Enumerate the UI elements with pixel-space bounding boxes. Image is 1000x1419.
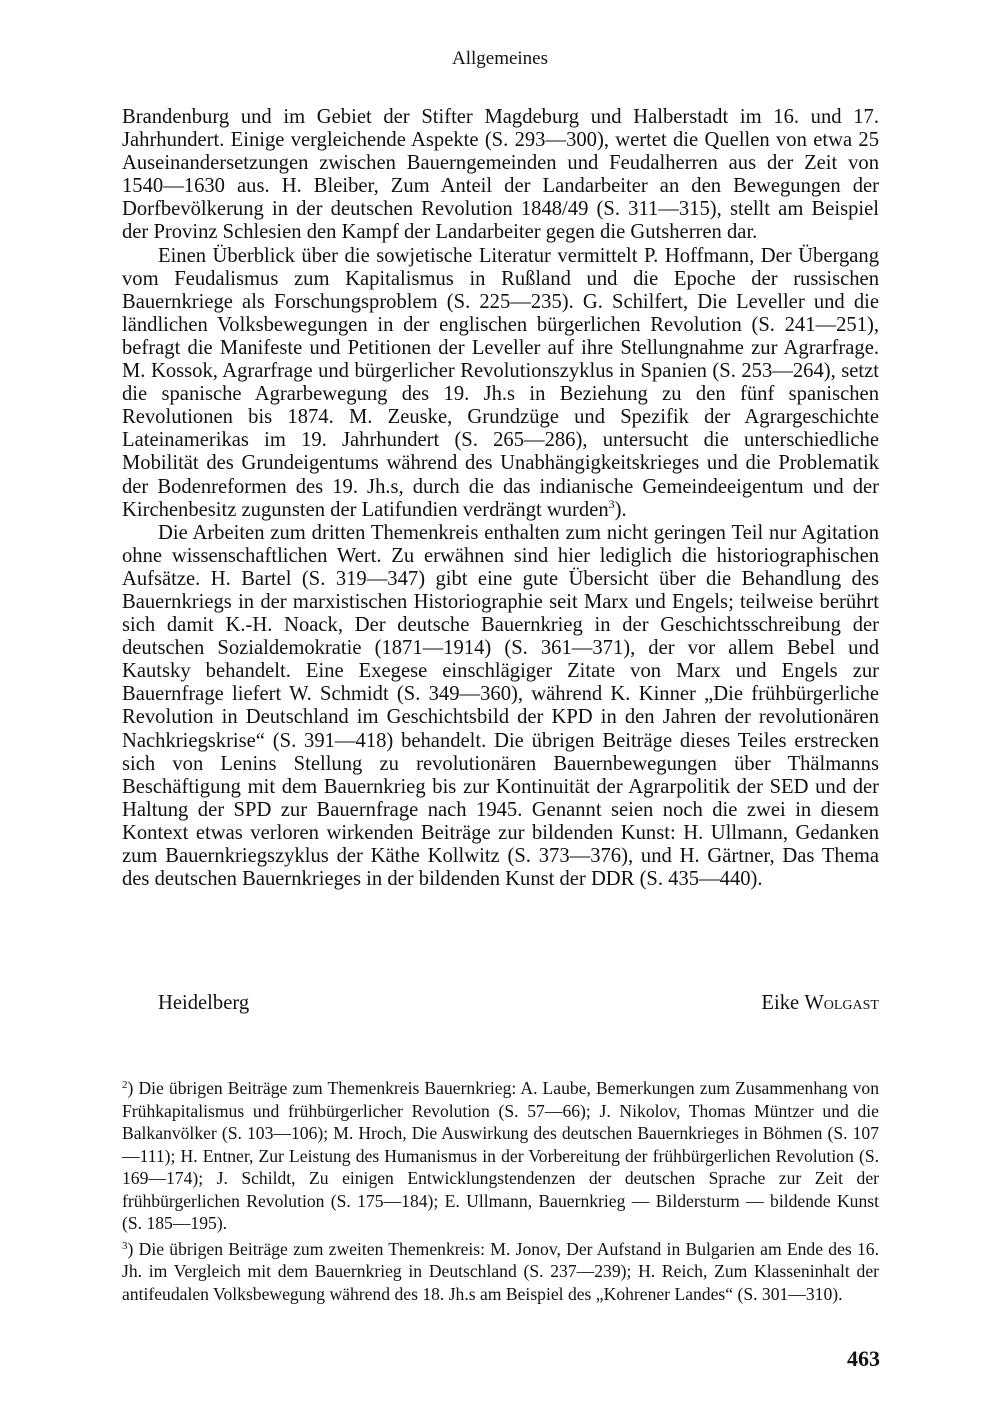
- footnote-reference-3: 3: [608, 496, 615, 511]
- paragraph-3: Die Arbeiten zum dritten Themenkreis enthalten zum nicht geringen Teil nur Agitation ohne wissenschaftlichen Wert. Zu erwähnen sind hier lediglich die historiographischen Aufsätze. H. Bartel (S. 319—347) gibt eine gute Übersicht über die Behandlung des Bauernkriegs in der marxistischen Historiographie seit Marx und Engels; teilweise berührt sich damit K.-H. Noack, Der deutsche Bauernkrieg in der Geschichtsschreibung der deutschen Sozialdemokratie (1871—1914) (S. 361—371), der vor allem Bebel und Kautsky behandelt. Eine Exegese einschlägiger Zitate von Marx und Engels zur Bauernfrage liefert W. Schmidt (S. 349—360), während K. Kinner „Die frühbürgerliche Revolution in Deutschland im Geschichtsbild der KPD in den Jahren der revolutionären Nachkriegskrise“ (S. 391—418) behandelt. Die übrigen Beiträge dieses Teiles erstrecken sich von Lenins Stellung zu revolutionären Bauernbewegungen über Thälmanns Beschäftigung mit dem Bauernkrieg bis zur Kontinuität der Agrarpolitik der SED und der Haltung der SPD zur Bauernfrage nach 1945. Genannt seien noch die zwei in diesem Kontext etwas verloren wirkenden Beiträge zur bildenden Kunst: H. Ullmann, Gedanken zum Bauernkriegszyklus der Käthe Kollwitz (S. 373—376), und H. Gärtner, Das Thema des deutschen Bauernkrieges in der bildenden Kunst der DDR (S. 435—440).: [122, 521, 879, 891]
- signature-author: [761, 992, 879, 1015]
- footnotes: [122, 1074, 879, 1305]
- footnote-reference-suffix: ).: [614, 498, 627, 521]
- author-first-name: Eike: [761, 992, 800, 1014]
- paragraph-2: [122, 245, 879, 522]
- signature-place: Heidelberg: [158, 992, 250, 1014]
- footnote-text: ) Die übrigen Beiträge zum zweiten Themenkreis: M. Jonov, Der Aufstand in Bulgarien am Ende des 16. Jh. im Vergleich mit dem Bauernkrieg in Deutschland (S. 237—239); H. Reich, Zum Klasseninhalt der antifeudalen Volksbewegung während des 18. Jh.s am Beispiel des „Kohrener Landes“ (S. 301—310).: [122, 1238, 879, 1304]
- footnote-marker: 3: [122, 1239, 128, 1252]
- main-text: [122, 106, 879, 891]
- footnote-3: [122, 1235, 879, 1306]
- signature-line: [158, 992, 879, 1015]
- page-number: 463: [847, 1346, 880, 1371]
- footnote-2: [122, 1074, 879, 1235]
- footnote-text: ) Die übrigen Beiträge zum Themenkreis Bauernkrieg: A. Laube, Bemerkungen zum Zusammenhang von Frühkapitalismus und frühbürgerlicher Revolution (S. 57—66); J. Nikolov, Thomas Müntzer und die Balkanvölker (S. 103—106); M. Hroch, Die Auswirkung des deutschen Bauernkrieges in Böhmen (S. 107—111); H. Entner, Zur Leistung des Humanismus in der Vorbereitung der frühbürgerlichen Revolution (S. 169—174); J. Schildt, Zu einigen Entwicklungstendenzen der deutschen Sprache zur Zeit der frühbürgerlichen Revolution (S. 175—184); E. Ullmann, Bauernkrieg — Bildersturm — bildende Kunst (S. 185—195).: [122, 1078, 879, 1233]
- footnote-marker: 2: [122, 1079, 128, 1091]
- running-header: Allgemeines: [451, 48, 549, 69]
- paragraph-2-text: Einen Überblick über die sowjetische Literatur vermittelt P. Hoffmann, Der Übergang vom Feudalismus zum Kapitalismus in Rußland und die Epoche der russischen Bauernkriege als Forschungsproblem (S. 225—235). G. Schilfert, Die Leveller und die ländlichen Volksbewegungen in der englischen bürgerlichen Revolution (S. 241—251), befragt die Manifeste und Petitionen der Leveller auf ihre Stellungnahme zur Agrarfrage. M. Kossok, Agrarfrage und bürgerlicher Revolutionszyklus in Spanien (S. 253—264), setzt die spanische Agrarbewegung des 19. Jh.s in Beziehung zu den fünf spanischen Revolutionen bis 1874. M. Zeuske, Grundzüge und Spezifik der Agrargeschichte Lateinamerikas im 19. Jahrhundert (S. 265—286), untersucht die unterschiedliche Mobilität des Grundeigentums während des Unabhängigkeitskrieges und die Problematik der Bodenreformen des 19. Jh.s, durch die das indianische Gemeindeeigentum und der Kirchenbesitz zugunsten der Latifundien verdrängt wurden: [122, 244, 879, 521]
- author-last-name: Wolgast: [804, 992, 879, 1014]
- paragraph-1: Brandenburg und im Gebiet der Stifter Magdeburg und Halberstadt im 16. und 17. Jahrhundert. Einige vergleichende Aspekte (S. 293—300), wertet die Quellen von etwa 25 Auseinandersetzungen zwischen Bauerngemeinden und Feudalherren aus der Zeit von 1540—1630 aus. H. Bleiber, Zum Anteil der Landarbeiter an den Bewegungen der Dorfbevölkerung in der deutschen Revolution 1848/49 (S. 311—315), stellt am Beispiel der Provinz Schlesien den Kampf der Landarbeiter gegen die Gutsherren dar.: [122, 106, 879, 244]
